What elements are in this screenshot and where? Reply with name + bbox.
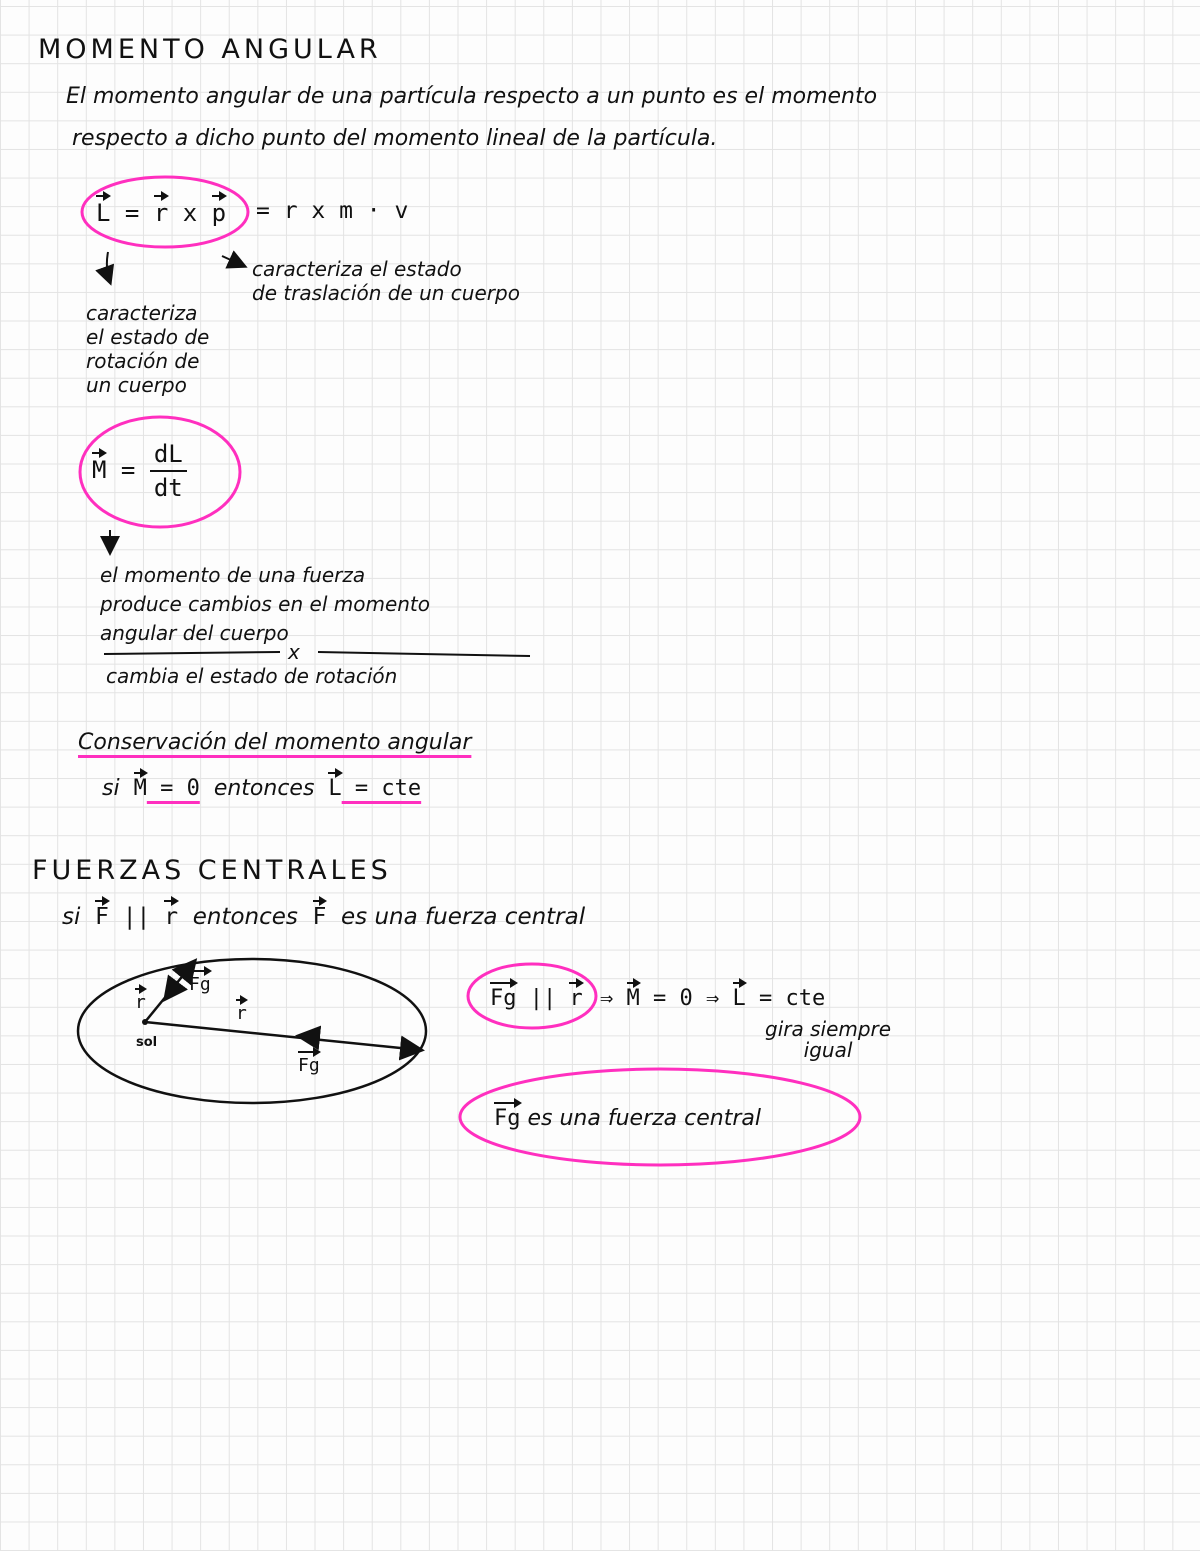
vector-p: p [212,193,226,227]
diagram-label-sol: sol [136,1035,158,1050]
divider-left [104,652,280,654]
conservation-title: Conservación del momento angular [78,730,472,755]
orbit-force-fg-top [166,982,178,998]
highlight-oval-M [80,417,240,527]
vector-r-def: r [164,898,178,930]
diagram-vector-fg-top: Fg [189,968,211,995]
note-rotacion-line-4: un cuerpo [86,373,187,397]
section-title-fuerzas-centrales: FUERZAS CENTRALES [32,855,392,886]
conservation-result: L = cte [328,776,421,801]
note-rotacion-line-2: el estado de [86,325,210,349]
definition-line-1: El momento angular de una partícula respecto a un punto es el momento [66,84,878,109]
fraction-numerator: dL [150,440,187,472]
formula-angular-momentum: L = r x p [96,193,226,227]
arrow-down-rotation [107,252,110,282]
orbit-ellipse [78,959,426,1103]
note-torque-line-2: produce cambios en el momento [100,592,430,616]
formula-torque: M = $\frac{dL}{dt}$ [92,440,187,502]
vector-F: F [95,898,109,930]
note-torque-line-1: el momento de una fuerza [100,563,366,587]
vector-M: M [92,450,106,484]
conclusion-vector-fg: Fg [494,1100,521,1131]
conservation-condition: M = 0 [134,776,200,801]
arrow-to-traslacion [222,256,244,266]
conservation-si: si [102,776,120,801]
x-mark: x [288,640,300,664]
chain-boxed-fg-parallel-r: Fg || r [490,980,583,1011]
vector-M-cond: M [134,770,147,801]
vector-F-def: F [313,898,327,930]
def-si: si [62,904,81,930]
highlight-oval-conclusion [460,1069,860,1165]
section-title-momento-angular: MOMENTO ANGULAR [38,34,382,65]
vector-r: r [154,193,168,227]
chain-vector-L: L [733,980,746,1011]
formula-angular-momentum-extra: = r x m · v [256,198,409,224]
chain-vector-r: r [569,980,582,1011]
conservation-then: entonces [213,776,315,801]
note-traslacion-line-2: de traslación de un cuerpo [252,281,520,305]
fraction-denominator: dt [153,474,183,502]
conclusion-text: es una fuerza central [527,1106,761,1131]
vector-L-result: L [328,770,341,801]
note-torque-line-3: angular del cuerpo [100,621,289,645]
def-condition: F || r [95,904,178,930]
implies-icon-2: ⇒ [706,986,720,1011]
note-gira-line-1: gira siempre [765,1017,892,1041]
note-torque-last: cambia el estado de rotación [106,664,398,688]
diagram-vector-r-left: r [135,986,146,1013]
divider-right [318,652,530,656]
vector-L: L [96,193,110,227]
diagram-vector-fg-bottom: Fg [298,1049,320,1076]
note-traslacion-line-1: caracteriza el estado [252,257,462,281]
note-rotacion-line-3: rotación de [86,349,200,373]
chain-vector-M: M [627,980,640,1011]
def-then: entonces [192,904,298,930]
orbit-vector-r-to-right [145,1022,420,1050]
chain-vector-fg: Fg [490,980,517,1011]
highlight-oval-fg-parallel [468,964,596,1028]
note-gira-line-2: igual [803,1038,853,1062]
implies-icon-1: ⇒ [600,986,614,1011]
highlight-oval-L [82,177,248,247]
note-rotacion-line-1: caracteriza [86,301,198,325]
chain-cte: = cte [759,986,826,1011]
diagram-vector-r-mid: r [236,997,247,1024]
def-rest: es una fuerza central [341,904,586,930]
definition-line-2: respecto a dicho punto del momento lineal de la partícula. [72,126,718,151]
chain-zero: = 0 [653,986,693,1011]
